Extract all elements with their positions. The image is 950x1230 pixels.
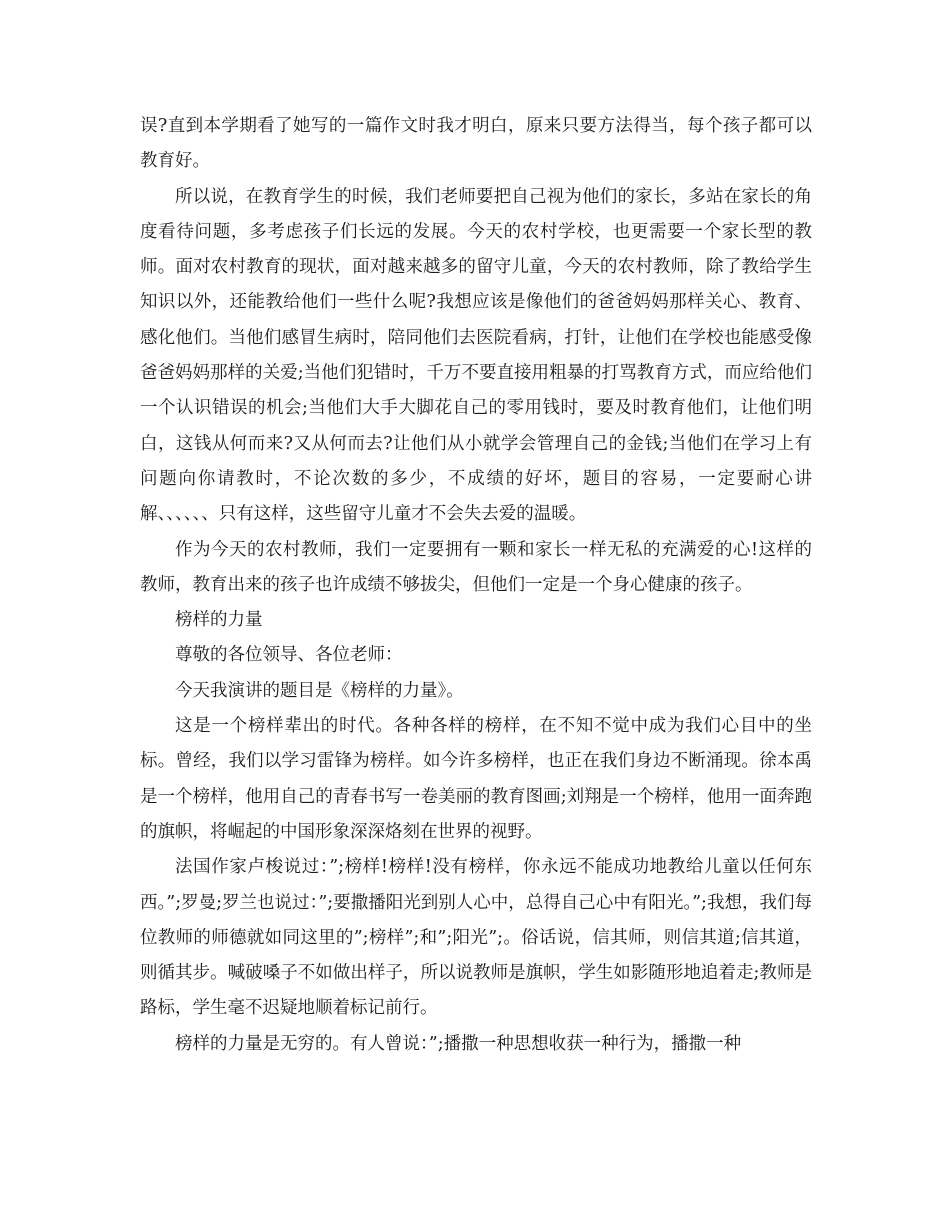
salutation: 尊敬的各位领导、各位老师： bbox=[175, 645, 403, 666]
speech-title: 榜样的力量 bbox=[175, 610, 263, 631]
paragraph-7: 这是一个榜样辈出的时代。各种各样的榜样，在不知不觉中成为我们心目中的坐标。曾经，我们以学习雷锋为榜样。如今许多榜样，也正在我们身边不断涌现。徐本禹是一个榜样，他用自己的青春书写一卷美丽的教育图画;刘翔是一个榜样，他用一面奔跑的旗帜，将崛起的中国形象深深烙刻在世界的视野。 bbox=[140, 716, 812, 842]
paragraph-2: 所以说，在教育学生的时候，我们老师要把自己视为他们的家长，多站在家长的角度看待问题，多考虑孩子们长远的发展。今天的农村学校，也更需要一个家长型的教师。面对农村教育的现状，面对越来越多的留守儿童，今天的农村教师，除了教给学生知识以外，还能教给他们一些什么呢?我想应该是像他们的爸爸妈妈那样关心、教育、感化他们。当他们感冒生病时，陪同他们去医院看病，打针，让他们在学校也能感受像爸爸妈妈那样的关爱;当他们犯错时，千万不要直接用粗暴的打骂教育方式，而应给他们一个认识错误的机会;当他们大手大脚花自己的零用钱时，要及时教育他们，让他们明白，这钱从何而来?又从何而去?让他们从小就学会管理自己的金钱;当他们在学习上有问题向你请教时，不论次数的多少，不成绩的好坏，题目的容易，一定要耐心讲解、、、、、、只有这样，这些留守儿童才不会失去爱的温暖。 bbox=[140, 186, 812, 525]
paragraph-9: 榜样的力量是无穷的。有人曾说：”;播撒一种思想收获一种行为，播撒一种 bbox=[175, 1033, 742, 1054]
paragraph-1: 误?直到本学期看了她写的一篇作文时我才明白，原来只要方法得当，每个孩子都可以教育好。 bbox=[140, 116, 812, 172]
paragraph-topic: 今天我演讲的题目是《榜样的力量》。 bbox=[175, 680, 464, 701]
document-page bbox=[140, 109, 812, 1062]
paragraph-3: 作为今天的农村教师，我们一定要拥有一颗和家长一样无私的充满爱的心!这样的教师，教育出来的孩子也许成绩不够拔尖，但他们一定是一个身心健康的孩子。 bbox=[140, 539, 812, 595]
paragraph-8: 法国作家卢梭说过：”;榜样!榜样!没有榜样，你永远不能成功地教给儿童以任何东西。”;罗曼;罗兰也说过：”;要撒播阳光到别人心中，总得自己心中有阳光。”;我想，我们每位教师的师德就如同这里的”;榜样”;和”;阳光”;。俗话说，信其师，则信其道;信其道，则循其步。喊破嗓子不如做出样子，所以说教师是旗帜，学生如影随形地追着走;教师是路标，学生毫不迟疑地顺着标记前行。 bbox=[140, 857, 812, 1019]
